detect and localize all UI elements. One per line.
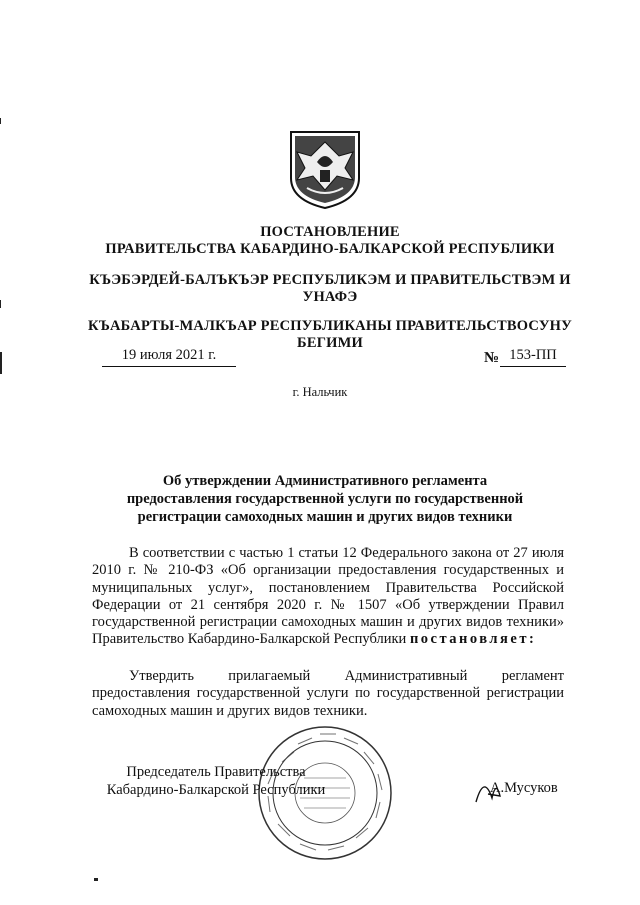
scan-mark xyxy=(0,300,1,308)
resolution-text: Утвердить прилагаемый Административный регламент предоставления государственной услуги по государственной регистрации самоходных машин и других видов техники. xyxy=(92,668,564,719)
decree-title xyxy=(90,472,560,526)
resolves-word: постановляет: xyxy=(409,631,537,648)
number-sign: № xyxy=(484,350,500,366)
heading-line: ПРАВИТЕЛЬСТВА КАБАРДИНО-БАЛКАРСКОЙ РЕСПУБЛИКИ xyxy=(105,241,555,257)
position-line: Председатель Правительства xyxy=(126,764,306,780)
signatory-position xyxy=(96,763,336,799)
heading-line: УНАФЭ xyxy=(302,289,358,305)
scan-mark xyxy=(0,352,2,374)
decree-heading xyxy=(60,224,600,258)
heading-line: КЪАБАРТЫ-МАЛКЪАР РЕСПУБЛИКАНЫ ПРАВИТЕЛЬСТВОСУНУ xyxy=(88,318,572,334)
decree-date: 19 июля 2021 г. xyxy=(102,347,236,367)
preamble-text: В соответствии с частью 1 статьи 12 Федерального закона от 27 июля 2010 г. № 210-ФЗ «Об организации предоставления государственных и муниципальных услуг», постановлением Правительства Российской Федерации от 21 сентября 2020 г. № 1507 «Об утверждении Правил государственной регистрации самоходных машин и других видов техники» Правительство Кабардино-Балкарской Республики xyxy=(92,545,564,648)
city-name: г. Нальчик xyxy=(292,385,348,399)
heading-line: ПОСТАНОВЛЕНИЕ xyxy=(260,224,400,240)
heading-line: БЕГИМИ xyxy=(297,335,363,351)
position-line: Кабардино-Балкарской Республики xyxy=(106,782,326,798)
scan-mark xyxy=(94,878,98,881)
decree-heading-kabardian xyxy=(60,272,600,306)
decree-number: 153-ПП xyxy=(500,347,566,367)
title-line: Об утверждении Административного регламента xyxy=(162,473,488,489)
heading-line: КЪЭБЭРДЕЙ-БАЛЪКЪЭР РЕСПУБЛИКЭМ И ПРАВИТЕЛЬСТВЭМ И xyxy=(89,272,571,288)
resolution-paragraph xyxy=(92,668,564,720)
title-line: предоставления государственной услуги по государственной xyxy=(126,491,524,507)
coat-of-arms-emblem xyxy=(287,128,363,210)
scan-mark xyxy=(0,118,1,124)
signatory-name: А.Мусуков xyxy=(490,780,558,796)
preamble-paragraph xyxy=(92,545,564,649)
title-line: регистрации самоходных машин и других видов техники xyxy=(137,509,513,525)
